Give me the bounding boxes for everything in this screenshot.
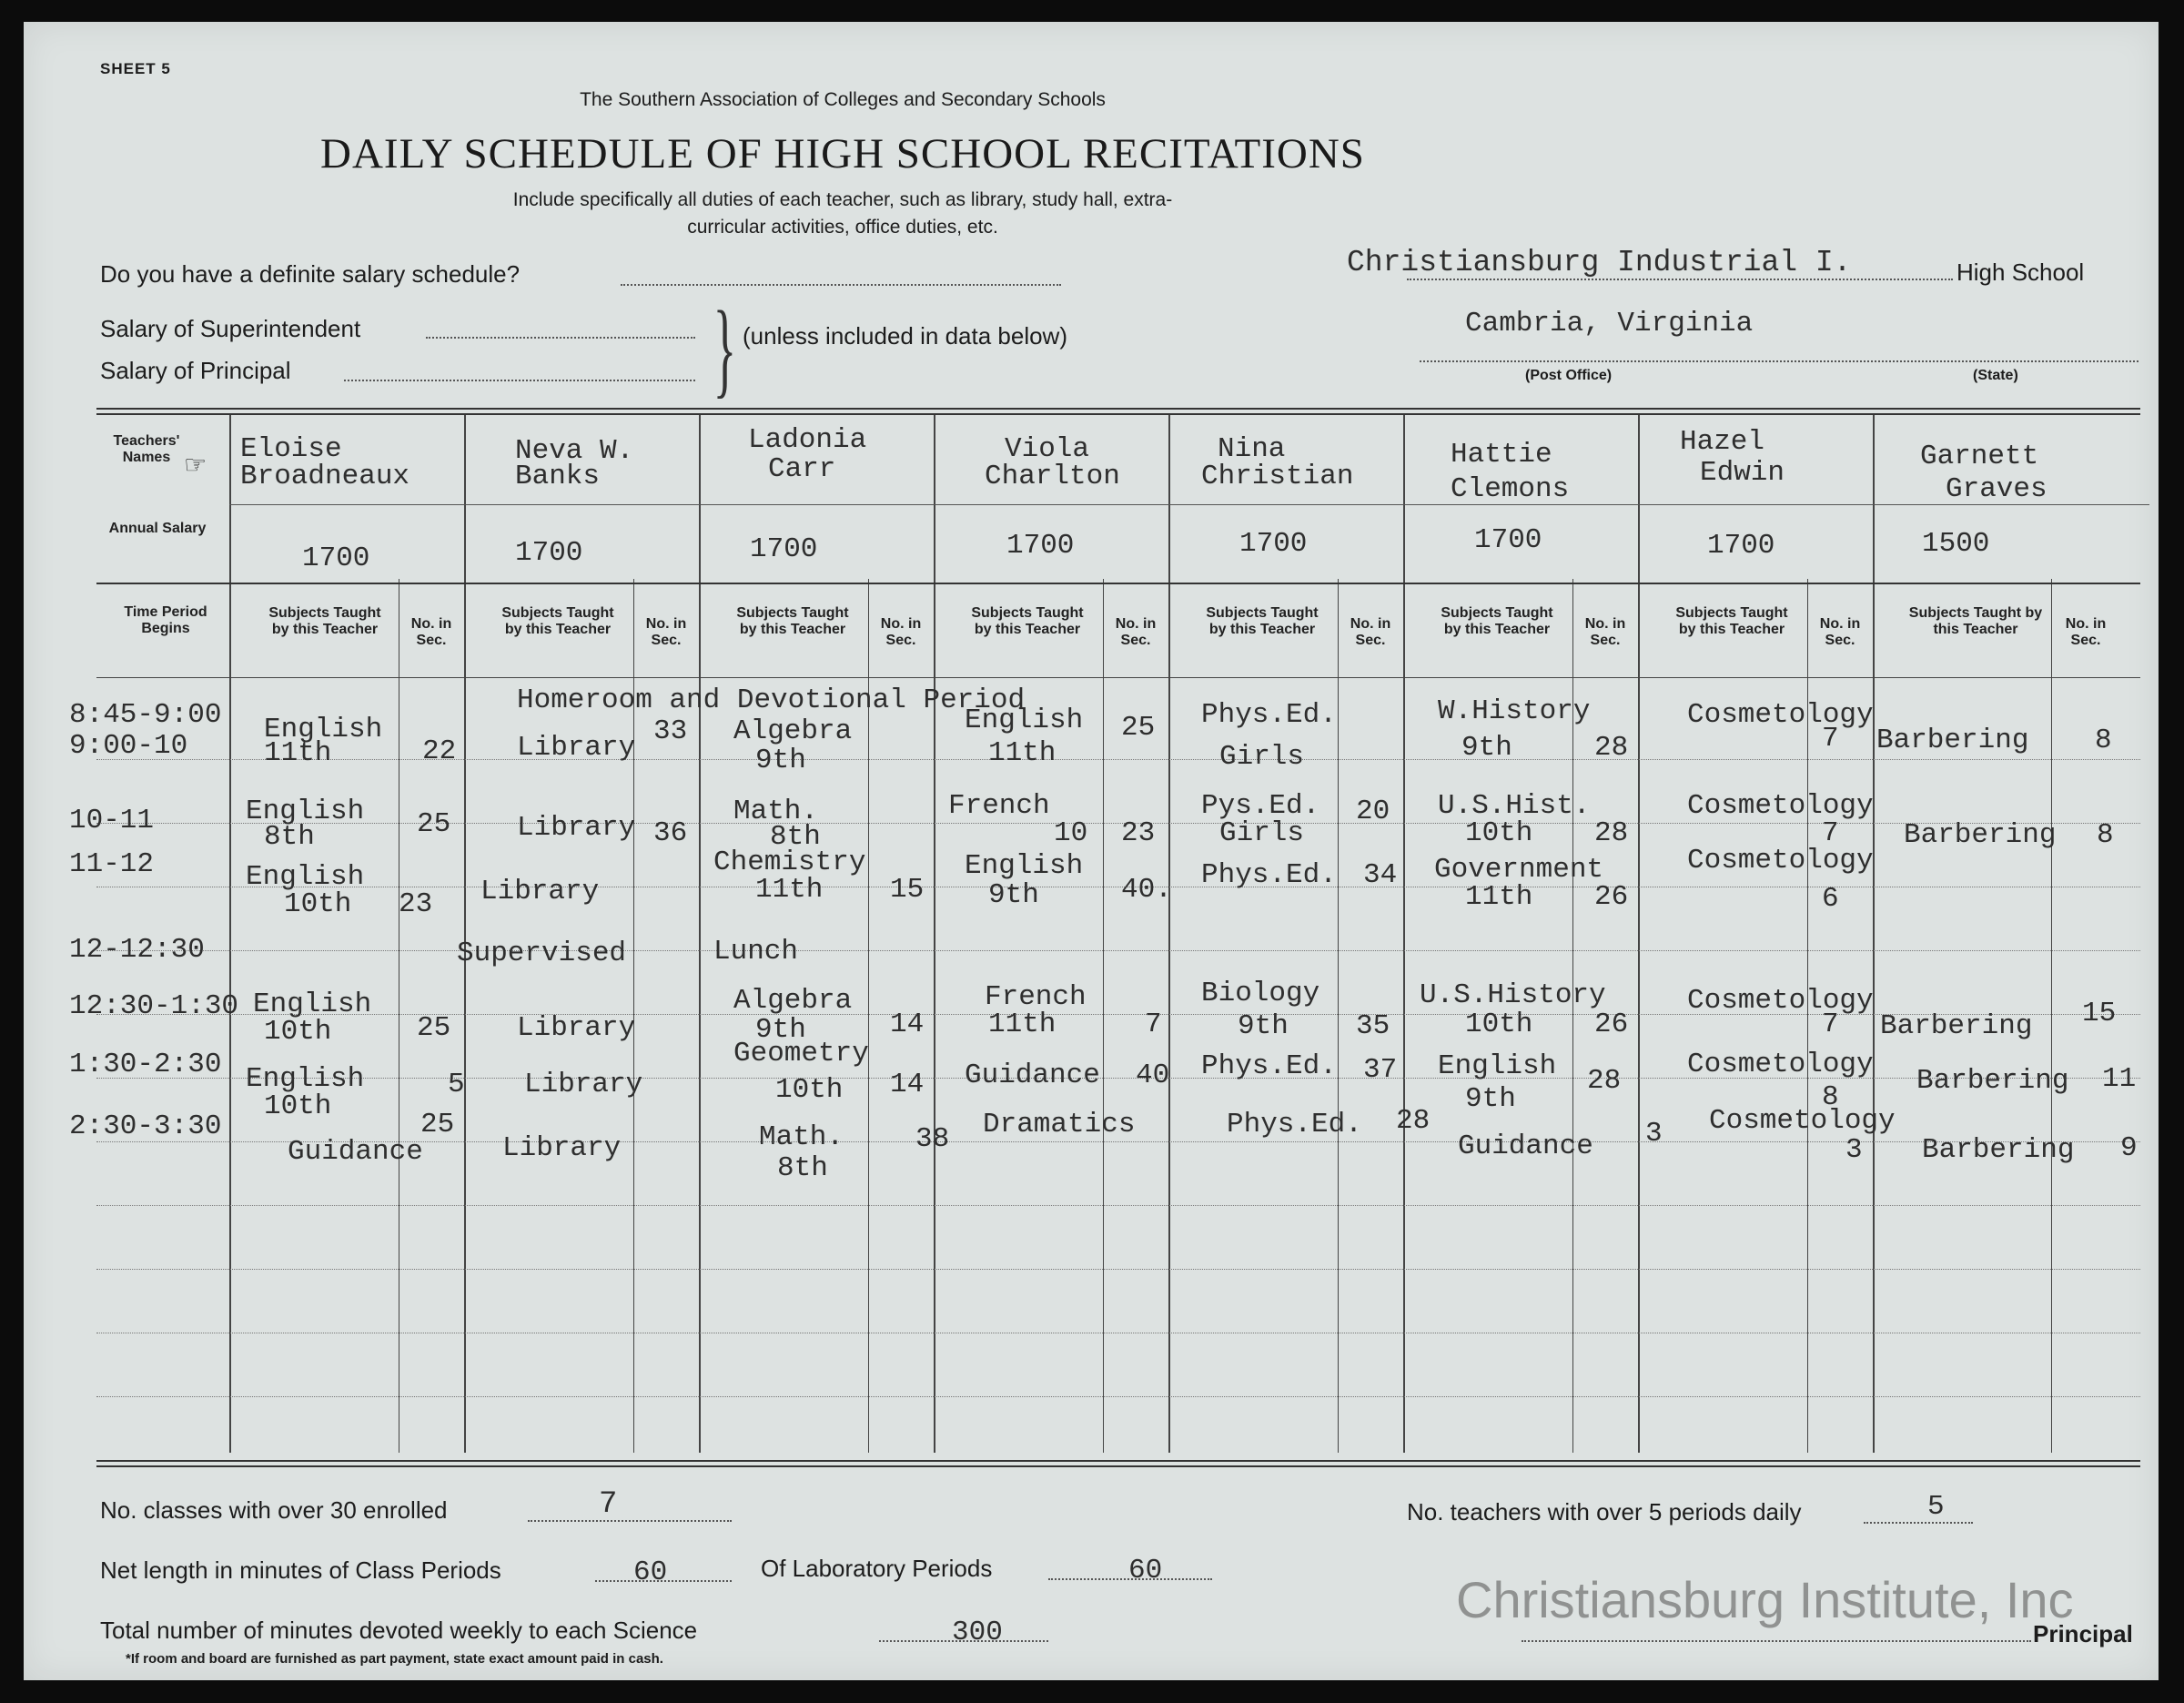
column-divider <box>1873 415 1875 1453</box>
schedule-entry: Library <box>524 1069 643 1100</box>
schedule-entry: U.S.History <box>1420 979 1606 1011</box>
schedule-entry: Supervised <box>457 938 627 969</box>
superintendent-salary-label: Salary of Superintendent <box>100 315 361 342</box>
schedule-entry: 10th <box>284 888 352 920</box>
teachers-over-5-line <box>1864 1522 1973 1524</box>
schedule-entry: Barbering <box>1880 1010 2033 1042</box>
lab-periods-label: Of Laboratory Periods <box>761 1555 993 1582</box>
section-count: 7 <box>1822 817 1839 849</box>
teacher-salary: 1700 <box>1006 530 1075 562</box>
schedule-entry: Cosmetology <box>1687 845 1874 877</box>
column-divider <box>934 415 935 1453</box>
time-period: 12-12:30 <box>69 934 205 966</box>
section-count: 34 <box>1363 859 1398 891</box>
salary-schedule-question: Do you have a definite salary schedule? <box>100 260 521 288</box>
association-name: The Southern Association of Colleges and Secondary Schools <box>580 89 1106 110</box>
schedule-entry: Cosmetology <box>1687 1049 1874 1080</box>
schedule-entry: French <box>985 981 1087 1013</box>
row-guide-line <box>96 759 2140 760</box>
teacher-first-name: Garnett <box>1920 441 2039 472</box>
section-count: 23 <box>1121 817 1156 849</box>
science-minutes-value: 300 <box>952 1617 1003 1648</box>
section-count: 28 <box>1594 732 1629 764</box>
subjects-header: Subjects Taught by this Teacher <box>1441 605 1553 637</box>
schedule-entry: Library <box>480 876 600 907</box>
no-in-sec-header: No. in Sec. <box>645 616 687 648</box>
section-count: 5 <box>448 1069 465 1100</box>
section-count: 37 <box>1363 1054 1398 1086</box>
column-divider <box>1168 415 1170 1453</box>
instructions-line-1: Include specifically all duties of each teacher, such as library, study hall, extra- <box>512 189 1173 210</box>
principal-salary-line <box>344 380 695 381</box>
subcolumn-divider <box>1103 579 1104 1453</box>
teacher-salary: 1700 <box>1239 528 1308 560</box>
table-top-rule-2 <box>96 413 2140 415</box>
schedule-entry: Government <box>1434 854 1604 886</box>
no-in-sec-header: No. in Sec. <box>1350 616 1391 648</box>
schedule-entry: 9th <box>1465 1083 1516 1115</box>
schedule-entry: 9th <box>755 1014 806 1046</box>
lab-periods-value: 60 <box>1128 1555 1163 1586</box>
name-row-rule <box>229 504 2149 505</box>
section-count: 15 <box>2082 998 2117 1029</box>
schedule-entry: 8th <box>770 821 821 853</box>
teacher-last-name: Edwin <box>1700 457 1785 489</box>
teacher-last-name: Banks <box>515 461 601 492</box>
schedule-entry: Library <box>517 812 636 844</box>
form-title: DAILY SCHEDULE OF HIGH SCHOOL RECITATIONS <box>320 130 1365 177</box>
schedule-entry: 11th <box>755 874 824 906</box>
column-divider <box>464 415 466 1453</box>
schedule-entry: 10th <box>1465 817 1533 849</box>
salary-row-rule <box>96 583 2140 584</box>
section-count: 40 <box>1136 1059 1170 1091</box>
time-period: 2:30-3:30 <box>69 1110 222 1142</box>
homeroom-period-entry: Homeroom and Devotional Period <box>517 684 1026 716</box>
teachers-over-5-label: No. teachers with over 5 periods daily <box>1407 1498 1802 1526</box>
schedule-entry: 11th <box>264 737 332 769</box>
schedule-entry: Biology <box>1201 978 1320 1009</box>
column-divider <box>1638 415 1640 1453</box>
section-count: 25 <box>420 1109 455 1140</box>
schedule-entry: Cosmetology <box>1709 1105 1896 1137</box>
teacher-first-name: Hattie <box>1451 439 1552 471</box>
teacher-salary: 1500 <box>1922 528 1990 560</box>
high-school-label: High School <box>1956 258 2085 286</box>
subjects-header: Subjects Taught by this Teacher <box>1206 605 1319 637</box>
post-office-label: (Post Office) <box>1525 368 1613 383</box>
schedule-entry: Guidance <box>965 1059 1100 1091</box>
schedule-entry: Cosmetology <box>1687 790 1874 822</box>
school-name-line <box>1407 279 1953 280</box>
schedule-entry: French <box>948 790 1050 822</box>
no-in-sec-header: No. in Sec. <box>880 616 922 648</box>
schedule-entry: 8th <box>777 1152 828 1184</box>
post-office-value: Cambria, Virginia <box>1465 308 1754 340</box>
section-count: 15 <box>890 874 925 906</box>
schedule-entry: 11th <box>1465 881 1533 913</box>
teacher-salary: 1700 <box>302 542 370 574</box>
header-row-rule <box>96 677 2140 678</box>
schedule-entry: Algebra <box>733 985 853 1017</box>
classes-over-30-line <box>528 1520 732 1522</box>
column-divider <box>1403 415 1405 1453</box>
schedule-entry: English <box>253 988 372 1020</box>
schedule-entry: 9th <box>755 745 806 776</box>
section-count: 8 <box>1822 1081 1839 1113</box>
schedule-entry: Girls <box>1219 817 1305 849</box>
schedule-entry: Math. <box>733 796 819 827</box>
schedule-entry: 9th <box>1238 1010 1289 1042</box>
row-guide-line <box>96 1205 2140 1206</box>
schedule-entry: Lunch <box>713 936 799 968</box>
teacher-first-name: Neva W. <box>515 435 634 467</box>
schedule-entry: 10th <box>1465 1009 1533 1040</box>
section-count: 22 <box>422 735 457 767</box>
schedule-entry: English <box>264 714 383 745</box>
teacher-last-name: Clemons <box>1451 473 1570 505</box>
section-count: 14 <box>890 1069 925 1100</box>
teacher-first-name: Viola <box>1005 433 1090 465</box>
section-count: 8 <box>2097 819 2114 851</box>
section-count: 8 <box>2095 725 2112 756</box>
table-top-rule <box>96 408 2140 410</box>
no-in-sec-header: No. in Sec. <box>1584 616 1626 648</box>
principal-signature-line <box>1522 1640 2031 1642</box>
classes-over-30-label: No. classes with over 30 enrolled <box>100 1496 448 1524</box>
section-count: 25 <box>1121 712 1156 744</box>
section-count: 36 <box>653 817 688 849</box>
section-count: 35 <box>1356 1010 1390 1042</box>
teacher-salary: 1700 <box>1707 530 1775 562</box>
no-in-sec-header: No. in Sec. <box>410 616 452 648</box>
section-count: 14 <box>890 1009 925 1040</box>
time-period-label: Time Period Begins <box>124 604 207 636</box>
section-count: 23 <box>399 888 433 920</box>
subjects-header: Subjects Taught by this Teacher <box>971 605 1084 637</box>
section-count: 9 <box>2120 1132 2138 1164</box>
classes-over-30-value: 7 <box>599 1487 618 1522</box>
column-divider <box>699 415 701 1453</box>
time-period: 10-11 <box>69 805 155 836</box>
section-count: 20 <box>1356 796 1390 827</box>
teacher-first-name: Ladonia <box>748 424 867 456</box>
schedule-entry: Girls <box>1219 741 1305 773</box>
teacher-last-name: Carr <box>768 453 836 485</box>
schedule-entry: 8th <box>264 821 315 853</box>
schedule-entry: Library <box>517 732 636 764</box>
schedule-entry: English <box>246 1063 365 1095</box>
subcolumn-divider <box>2051 579 2052 1453</box>
instructions-line-2: curricular activities, office duties, etc. <box>687 217 998 238</box>
section-count: 11 <box>2102 1063 2137 1095</box>
subjects-header: Subjects Taught by this Teacher <box>501 605 614 637</box>
post-office-line <box>1420 360 2138 362</box>
schedule-entry: U.S.Hist. <box>1438 790 1591 822</box>
schedule-entry: Phys.Ed. <box>1201 859 1337 891</box>
no-in-sec-header: No. in Sec. <box>1819 616 1861 648</box>
section-count: 25 <box>417 1012 451 1044</box>
schedule-entry: Math. <box>759 1121 844 1153</box>
time-period: 8:45-9:00 <box>69 699 222 731</box>
teacher-last-name: Charlton <box>985 461 1120 492</box>
schedule-entry: Barbering <box>1922 1134 2075 1166</box>
teacher-last-name: Broadneaux <box>240 461 410 492</box>
schedule-entry: Barbering <box>1904 819 2057 851</box>
salary-schedule-answer-line <box>621 284 1061 286</box>
teacher-salary: 1700 <box>1474 524 1542 556</box>
section-count: 7 <box>1822 723 1839 755</box>
teacher-salary: 1700 <box>515 537 583 569</box>
schedule-entry: Library <box>517 1012 636 1044</box>
section-count: 7 <box>1822 1009 1839 1040</box>
schedule-entry: Barbering <box>1916 1065 2069 1097</box>
no-in-sec-header: No. in Sec. <box>2065 616 2107 648</box>
time-period: 11-12 <box>69 848 155 880</box>
time-period: 9:00-10 <box>69 730 188 762</box>
section-count: 26 <box>1594 881 1629 913</box>
schedule-entry: 10th <box>775 1074 844 1106</box>
principal-salary-label: Salary of Principal <box>100 357 291 384</box>
subjects-header: Subjects Taught by this Teacher <box>1908 605 2043 637</box>
section-count: 38 <box>915 1123 950 1155</box>
no-in-sec-header: No. in Sec. <box>1115 616 1157 648</box>
teacher-salary: 1700 <box>750 533 818 565</box>
row-guide-line <box>96 950 2140 951</box>
row-guide-line <box>96 1269 2140 1270</box>
subjects-header: Subjects Taught by this Teacher <box>736 605 849 637</box>
table-bottom-rule-2 <box>96 1465 2140 1467</box>
unless-included-note: (unless included in data below) <box>743 322 1067 350</box>
schedule-entry: English <box>246 796 365 827</box>
section-count: 26 <box>1594 1009 1629 1040</box>
schedule-entry: Cosmetology <box>1687 699 1874 731</box>
schedule-entry: Phys.Ed. <box>1201 699 1337 731</box>
schedule-entry: 9th <box>1461 732 1512 764</box>
section-count: 6 <box>1822 883 1839 915</box>
subcolumn-divider <box>1338 579 1339 1453</box>
schedule-entry: Phys.Ed. <box>1227 1109 1362 1140</box>
section-count: 28 <box>1587 1065 1622 1097</box>
teacher-first-name: Nina <box>1218 433 1286 465</box>
schedule-entry: 11th <box>988 1009 1057 1040</box>
schedule-entry: English <box>965 850 1084 882</box>
teacher-last-name: Graves <box>1946 473 2048 505</box>
section-count: 25 <box>417 808 451 840</box>
schedule-entry: Dramatics <box>983 1109 1136 1140</box>
science-minutes-label: Total number of minutes devoted weekly to each Science <box>100 1617 698 1644</box>
schedule-entry: Algebra <box>733 715 853 747</box>
annual-salary-label: Annual Salary <box>108 521 207 536</box>
state-label: (State) <box>1973 368 2018 383</box>
schedule-entry: Library <box>502 1132 622 1164</box>
salary-brace: } <box>713 289 737 408</box>
schedule-entry: W.History <box>1438 695 1591 727</box>
schedule-entry: Guidance <box>1458 1130 1593 1162</box>
schedule-entry: Chemistry <box>713 846 866 878</box>
schedule-entry: Barbering <box>1876 725 2029 756</box>
schedule-entry: 11th <box>988 737 1057 769</box>
schedule-entry: Guidance <box>288 1136 423 1168</box>
room-and-board-note: *If room and board are furnished as part payment, state exact amount paid in cash. <box>126 1651 663 1667</box>
school-name: Christiansburg Industrial I. <box>1347 246 1852 279</box>
teachers-names-label: Teachers' Names <box>113 433 180 465</box>
teachers-over-5-value: 5 <box>1927 1491 1945 1523</box>
section-count: 7 <box>1145 1009 1162 1040</box>
schedule-entry: Pys.Ed. <box>1201 790 1320 822</box>
sheet-number: SHEET 5 <box>100 60 171 77</box>
net-length-value: 60 <box>633 1556 668 1588</box>
schedule-entry: 10th <box>264 1090 332 1122</box>
schedule-entry: 10th <box>264 1016 332 1048</box>
section-count: 28 <box>1594 817 1629 849</box>
section-count: 3 <box>1845 1134 1863 1166</box>
schedule-entry: 10 <box>1054 817 1088 849</box>
schedule-entry: Phys.Ed. <box>1201 1050 1337 1082</box>
pointing-hand-icon: ☞ <box>184 451 207 479</box>
row-guide-line <box>96 1396 2140 1397</box>
schedule-entry: Cosmetology <box>1687 985 1874 1017</box>
schedule-entry: English <box>965 705 1084 736</box>
subjects-header: Subjects Taught by this Teacher <box>1675 605 1788 637</box>
time-period: 1:30-2:30 <box>69 1049 222 1080</box>
section-count: 33 <box>653 715 688 747</box>
schedule-form-sheet <box>24 22 2159 1680</box>
superintendent-salary-line <box>426 337 695 339</box>
schedule-entry: English <box>1438 1050 1557 1082</box>
column-divider <box>229 415 231 1453</box>
schedule-entry: Geometry <box>733 1038 869 1069</box>
teacher-first-name: Eloise <box>240 433 342 465</box>
teacher-first-name: Hazel <box>1680 426 1765 458</box>
section-count: 28 <box>1396 1105 1431 1137</box>
schedule-entry: English <box>246 861 365 893</box>
net-length-label: Net length in minutes of Class Periods <box>100 1556 501 1584</box>
watermark: Christiansburg Institute, Inc <box>1456 1571 2074 1628</box>
schedule-entry: 9th <box>988 879 1039 911</box>
subjects-header: Subjects Taught by this Teacher <box>268 605 381 637</box>
time-period: 12:30-1:30 <box>69 990 239 1022</box>
section-count: 40. <box>1121 874 1172 906</box>
teacher-last-name: Christian <box>1201 461 1354 492</box>
principal-label: Principal <box>2033 1620 2133 1647</box>
section-count: 3 <box>1645 1118 1663 1150</box>
table-bottom-rule <box>96 1460 2140 1462</box>
